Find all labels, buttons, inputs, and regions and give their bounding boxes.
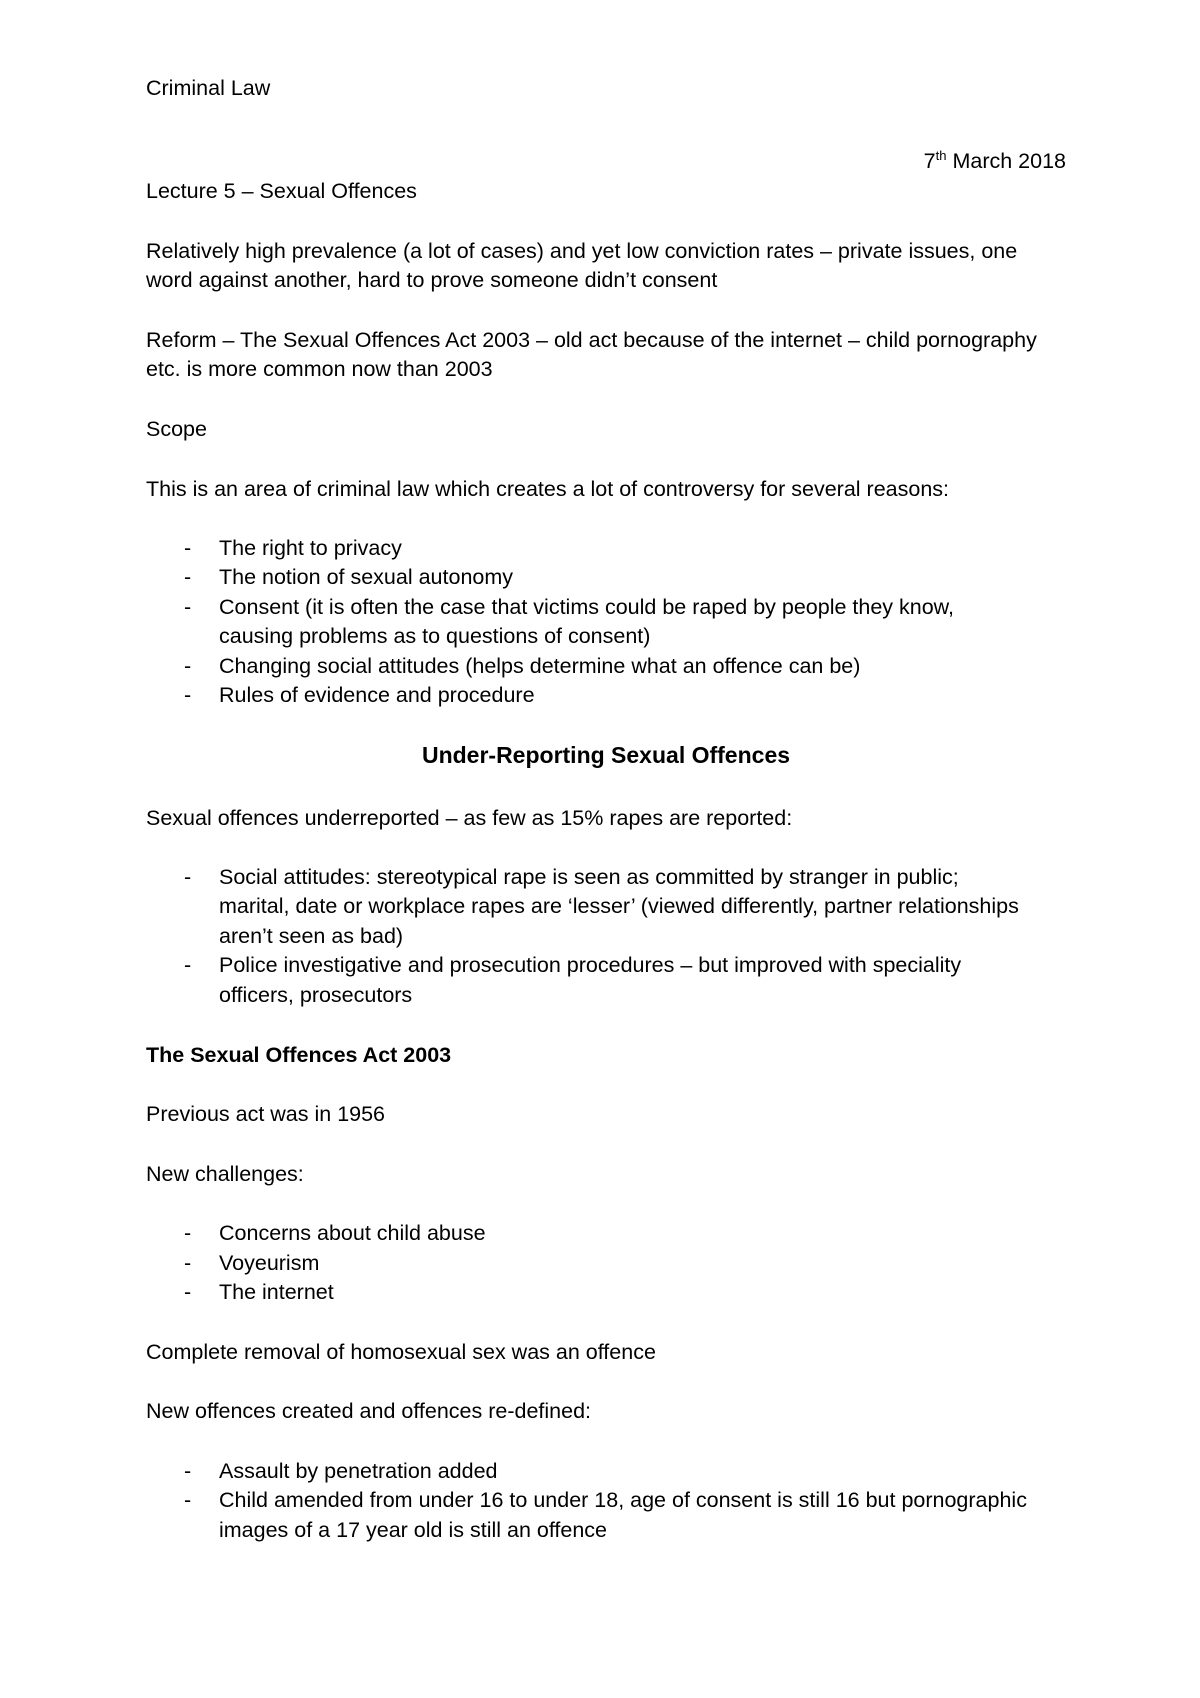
list-item-text: The right to privacy — [219, 536, 402, 560]
removal-paragraph: Complete removal of homosexual sex was an offence — [146, 1340, 656, 1364]
list-item-text: Police investigative and prosecution procedures – but improved with speciality — [219, 953, 962, 977]
lecture-title: Lecture 5 – Sexual Offences — [146, 179, 417, 203]
date-month-year: March 2018 — [946, 149, 1066, 173]
dash-bullet: - — [184, 683, 192, 707]
new-offences-intro: New offences created and offences re-defined: — [146, 1399, 592, 1423]
dash-bullet: - — [184, 565, 192, 589]
list-item-text: causing problems as to questions of consent) — [219, 624, 651, 648]
list-item-text: images of a 17 year old is still an offence — [219, 1518, 608, 1542]
list-item-text: Voyeurism — [219, 1251, 320, 1275]
dash-bullet: - — [184, 1251, 192, 1275]
paragraph-reform-line2: etc. is more common now than 2003 — [146, 357, 493, 381]
dash-bullet: - — [184, 1280, 192, 1304]
previous-act: Previous act was in 1956 — [146, 1102, 386, 1126]
dash-bullet: - — [184, 1459, 192, 1483]
lecture-date — [924, 147, 1066, 176]
paragraph-prevalence-line1: Relatively high prevalence (a lot of cases) and yet low conviction rates – private issues, one — [146, 239, 1018, 263]
new-challenges: New challenges: — [146, 1162, 304, 1186]
list-item-text: Social attitudes: stereotypical rape is seen as committed by stranger in public; — [219, 865, 959, 889]
list-item-text: officers, prosecutors — [219, 983, 413, 1007]
list-item-text: Child amended from under 16 to under 18, age of consent is still 16 but pornographic — [219, 1488, 1027, 1512]
list-item-text: marital, date or workplace rapes are ‘lesser’ (viewed differently, partner relationships — [219, 894, 1019, 918]
dash-bullet: - — [184, 595, 192, 619]
scope-intro: This is an area of criminal law which creates a lot of controversy for several reasons: — [146, 477, 949, 501]
list-item-text: Assault by penetration added — [219, 1459, 498, 1483]
paragraph-reform-line1: Reform – The Sexual Offences Act 2003 – old act because of the internet – child pornography — [146, 328, 1037, 352]
dash-bullet: - — [184, 654, 192, 678]
list-item-text: Concerns about child abuse — [219, 1221, 486, 1245]
dash-bullet: - — [184, 536, 192, 560]
section-heading-underreporting: Under-Reporting Sexual Offences — [421, 742, 791, 768]
dash-bullet: - — [184, 865, 192, 889]
date-day: 7 — [923, 149, 936, 173]
list-item-text: Rules of evidence and procedure — [219, 683, 535, 707]
dash-bullet: - — [184, 1488, 192, 1512]
dash-bullet: - — [184, 953, 192, 977]
date-suffix: th — [935, 147, 947, 163]
list-item-text: Changing social attitudes (helps determine what an offence can be) — [219, 654, 861, 678]
scope-heading: Scope — [146, 417, 207, 441]
section-heading-act: The Sexual Offences Act 2003 — [146, 1043, 452, 1067]
underreporting-intro: Sexual offences underreported – as few as 15% rapes are reported: — [146, 806, 793, 830]
list-item-text: Consent (it is often the case that victims could be raped by people they know, — [219, 595, 954, 619]
paragraph-prevalence-line2: word against another, hard to prove someone didn’t consent — [146, 268, 718, 292]
list-item-text: The internet — [219, 1280, 334, 1304]
course-title: Criminal Law — [146, 76, 271, 100]
list-item-text: The notion of sexual autonomy — [219, 565, 514, 589]
dash-bullet: - — [184, 1221, 192, 1245]
list-item-text: aren’t seen as bad) — [219, 924, 404, 948]
